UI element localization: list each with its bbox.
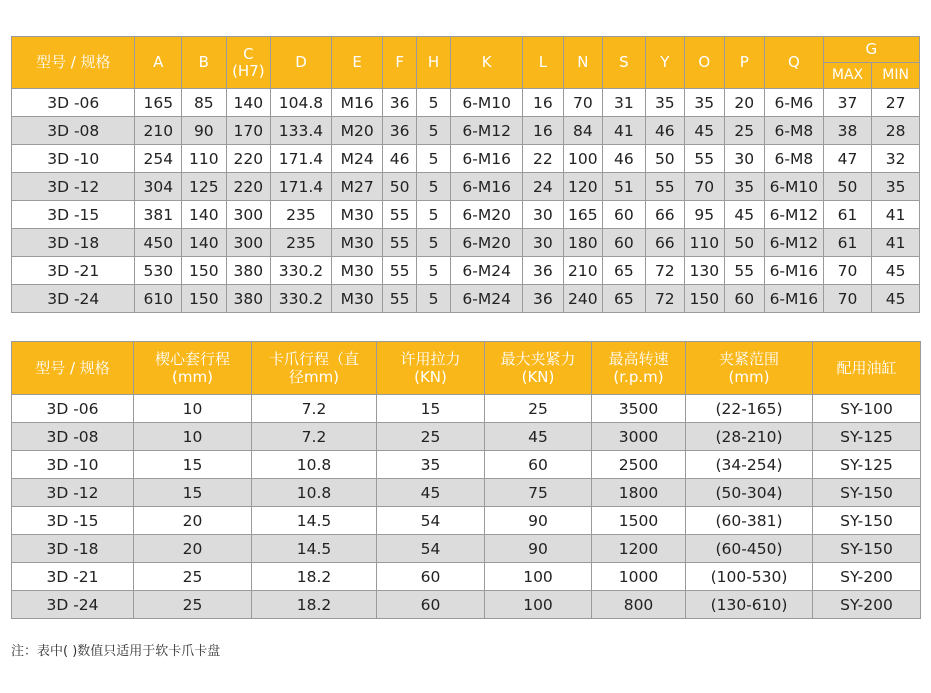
table-cell: M24 xyxy=(331,145,383,173)
header-y: Y xyxy=(645,37,684,89)
header-cell xyxy=(377,342,485,395)
table-cell: 10 xyxy=(134,423,252,451)
table-cell: 3D -12 xyxy=(12,173,135,201)
table-cell: SY-100 xyxy=(813,395,921,423)
table-cell: 27 xyxy=(872,89,920,117)
table-cell: M16 xyxy=(331,89,383,117)
table-cell: 800 xyxy=(592,591,686,619)
performance-header-row xyxy=(12,342,921,395)
table-cell: 3D -08 xyxy=(12,423,134,451)
table-cell: 35 xyxy=(377,451,485,479)
table-cell: 7.2 xyxy=(252,423,377,451)
table-cell: 235 xyxy=(271,229,332,257)
table-cell: 3D -24 xyxy=(12,285,135,313)
table-cell: 18.2 xyxy=(252,591,377,619)
table-cell: 6-M6 xyxy=(765,89,824,117)
header-cell xyxy=(12,342,134,395)
table-cell: 60 xyxy=(724,285,764,313)
table-cell: 41 xyxy=(872,229,920,257)
table-cell: 54 xyxy=(377,507,485,535)
table-cell: 55 xyxy=(383,257,416,285)
table-cell: 16 xyxy=(523,117,563,145)
table-cell: 1200 xyxy=(592,535,686,563)
header-cell xyxy=(134,342,252,395)
table-cell: 35 xyxy=(872,173,920,201)
table-cell: 65 xyxy=(603,285,646,313)
table-cell: 220 xyxy=(226,173,271,201)
header-f: F xyxy=(383,37,416,89)
header-line: 最大夹紧力 xyxy=(500,350,576,368)
table-cell: 5 xyxy=(416,173,450,201)
table-cell: 7.2 xyxy=(252,395,377,423)
table-cell: 70 xyxy=(563,89,602,117)
header-unit: (mm) xyxy=(728,368,770,386)
table-cell: 50 xyxy=(724,229,764,257)
table-cell: 10.8 xyxy=(252,479,377,507)
table-cell: 5 xyxy=(416,285,450,313)
table-cell: 610 xyxy=(135,285,182,313)
table-cell: 6-M12 xyxy=(765,229,824,257)
table-cell: 3000 xyxy=(592,423,686,451)
table-cell: 41 xyxy=(603,117,646,145)
table-cell: 25 xyxy=(377,423,485,451)
header-cell xyxy=(686,342,813,395)
table-row xyxy=(12,507,921,535)
table-cell: 3D -21 xyxy=(12,257,135,285)
table-cell: 300 xyxy=(226,229,271,257)
table-cell: 35 xyxy=(645,89,684,117)
table-cell: 45 xyxy=(377,479,485,507)
header-unit: (KN) xyxy=(414,368,447,386)
table-cell: 25 xyxy=(134,563,252,591)
table-cell: 90 xyxy=(485,507,592,535)
table-cell: 25 xyxy=(134,591,252,619)
table-row xyxy=(12,229,920,257)
table-cell: 5 xyxy=(416,145,450,173)
table-cell: 84 xyxy=(563,117,602,145)
table-cell: 55 xyxy=(685,145,724,173)
table-cell: 10 xyxy=(134,395,252,423)
table-cell: (130-610) xyxy=(686,591,813,619)
table-row xyxy=(12,535,921,563)
table-cell: 220 xyxy=(226,145,271,173)
table-cell: (34-254) xyxy=(686,451,813,479)
table-cell: 330.2 xyxy=(271,257,332,285)
header-c xyxy=(226,37,271,89)
table-cell: 66 xyxy=(645,201,684,229)
table-row xyxy=(12,451,921,479)
table-row xyxy=(12,117,920,145)
table-cell: 45 xyxy=(724,201,764,229)
header-o: O xyxy=(685,37,724,89)
table-cell: 6-M10 xyxy=(765,173,824,201)
table-cell: 380 xyxy=(226,285,271,313)
table-cell: 254 xyxy=(135,145,182,173)
table-cell: 18.2 xyxy=(252,563,377,591)
table-cell: 3D -24 xyxy=(12,591,134,619)
table-cell: 100 xyxy=(563,145,602,173)
table-cell: 171.4 xyxy=(271,173,332,201)
table-cell: 6-M10 xyxy=(451,89,523,117)
header-d: D xyxy=(271,37,332,89)
footnote: 注：表中( )数值只适用于软卡爪卡盘 xyxy=(11,644,221,659)
header-unit: (KN) xyxy=(521,368,555,386)
table-cell: 140 xyxy=(226,89,271,117)
table-cell: 31 xyxy=(603,89,646,117)
table-cell: 150 xyxy=(182,285,227,313)
table-cell: (50-304) xyxy=(686,479,813,507)
header-unit: 径mm) xyxy=(288,368,340,386)
table-cell: 46 xyxy=(645,117,684,145)
table-cell: 171.4 xyxy=(271,145,332,173)
table-cell: 45 xyxy=(872,285,920,313)
table-cell: 50 xyxy=(383,173,416,201)
table-cell: 3500 xyxy=(592,395,686,423)
table-cell: 180 xyxy=(563,229,602,257)
table-cell: 72 xyxy=(645,285,684,313)
table-cell: 85 xyxy=(182,89,227,117)
table-cell: 50 xyxy=(823,173,872,201)
table-cell: 125 xyxy=(182,173,227,201)
table-cell: 35 xyxy=(724,173,764,201)
table-cell: 25 xyxy=(724,117,764,145)
table-cell: 15 xyxy=(134,479,252,507)
table-cell: 55 xyxy=(383,285,416,313)
table-cell: 530 xyxy=(135,257,182,285)
table-cell: M30 xyxy=(331,229,383,257)
table-cell: 380 xyxy=(226,257,271,285)
table-row xyxy=(12,257,920,285)
table-cell: 120 xyxy=(563,173,602,201)
table-cell: 36 xyxy=(383,89,416,117)
header-s: S xyxy=(603,37,646,89)
table-cell: 3D -15 xyxy=(12,507,134,535)
table-cell: 22 xyxy=(523,145,563,173)
table-cell: 70 xyxy=(823,285,872,313)
table-cell: 5 xyxy=(416,257,450,285)
table-cell: 6-M20 xyxy=(451,201,523,229)
table-cell: 3D -10 xyxy=(12,145,135,173)
table-row xyxy=(12,395,921,423)
table-cell: SY-125 xyxy=(813,423,921,451)
table-cell: (28-210) xyxy=(686,423,813,451)
header-line: 配用油缸 xyxy=(836,359,897,377)
table-cell: 54 xyxy=(377,535,485,563)
table-cell: 235 xyxy=(271,201,332,229)
table-row xyxy=(12,285,920,313)
table-cell: 6-M24 xyxy=(451,257,523,285)
table-cell: 150 xyxy=(182,257,227,285)
table-cell: 110 xyxy=(685,229,724,257)
table-cell: 6-M16 xyxy=(451,173,523,201)
header-unit: (r.p.m) xyxy=(613,368,664,386)
table-cell: 30 xyxy=(523,229,563,257)
table-cell: 6-M12 xyxy=(765,201,824,229)
table-row xyxy=(12,563,921,591)
table-cell: 5 xyxy=(416,201,450,229)
table-cell: M30 xyxy=(331,201,383,229)
table-cell: 6-M20 xyxy=(451,229,523,257)
table-cell: 60 xyxy=(603,229,646,257)
table-cell: 45 xyxy=(872,257,920,285)
table-cell: 55 xyxy=(724,257,764,285)
table-cell: 35 xyxy=(685,89,724,117)
table-cell: 450 xyxy=(135,229,182,257)
table-cell: 16 xyxy=(523,89,563,117)
table-cell: 3D -08 xyxy=(12,117,135,145)
table-cell: 55 xyxy=(645,173,684,201)
table-cell: 6-M16 xyxy=(451,145,523,173)
table-cell: 6-M16 xyxy=(765,257,824,285)
table-cell: M20 xyxy=(331,117,383,145)
table-cell: 36 xyxy=(523,257,563,285)
header-line: 型号 / 规格 xyxy=(35,359,110,377)
table-cell: 6-M12 xyxy=(451,117,523,145)
table-cell: 60 xyxy=(485,451,592,479)
header-e: E xyxy=(331,37,383,89)
header-line: 最高转速 xyxy=(608,350,669,368)
table-cell: 140 xyxy=(182,229,227,257)
table-row xyxy=(12,145,920,173)
header-l: L xyxy=(523,37,563,89)
table-cell: SY-125 xyxy=(813,451,921,479)
table-cell: 24 xyxy=(523,173,563,201)
table-cell: 165 xyxy=(135,89,182,117)
header-cell xyxy=(252,342,377,395)
table-cell: 2500 xyxy=(592,451,686,479)
table-cell: 65 xyxy=(603,257,646,285)
table-cell: 3D -12 xyxy=(12,479,134,507)
performance-table xyxy=(11,341,921,619)
table-cell: 90 xyxy=(182,117,227,145)
header-p: P xyxy=(724,37,764,89)
table-cell: SY-150 xyxy=(813,479,921,507)
table-cell: 95 xyxy=(685,201,724,229)
spec-table-body xyxy=(12,89,920,313)
table-cell: 28 xyxy=(872,117,920,145)
header-g: G xyxy=(823,37,919,63)
table-row xyxy=(12,89,920,117)
table-row xyxy=(12,173,920,201)
table-cell: 170 xyxy=(226,117,271,145)
table-cell: 60 xyxy=(377,591,485,619)
header-unit: (mm) xyxy=(172,368,213,386)
table-cell: 3D -18 xyxy=(12,229,135,257)
header-line: 夹紧范围 xyxy=(718,350,779,368)
table-cell: 30 xyxy=(523,201,563,229)
table-cell: M30 xyxy=(331,257,383,285)
table-cell: 20 xyxy=(134,535,252,563)
table-cell: SY-150 xyxy=(813,535,921,563)
header-g-max: MAX xyxy=(823,63,872,89)
table-cell: 15 xyxy=(377,395,485,423)
table-row xyxy=(12,423,921,451)
table-cell: 51 xyxy=(603,173,646,201)
performance-table-body xyxy=(12,395,921,619)
table-cell: 32 xyxy=(872,145,920,173)
table-cell: 6-M8 xyxy=(765,145,824,173)
table-cell: 50 xyxy=(645,145,684,173)
table-cell: 75 xyxy=(485,479,592,507)
header-line: 卡爪行程（直 xyxy=(268,350,359,368)
table-cell: 6-M8 xyxy=(765,117,824,145)
table-cell: 61 xyxy=(823,201,872,229)
header-cell xyxy=(485,342,592,395)
table-cell: 240 xyxy=(563,285,602,313)
table-cell: 30 xyxy=(724,145,764,173)
header-c-label: C xyxy=(243,44,254,63)
table-cell: 60 xyxy=(603,201,646,229)
table-cell: 20 xyxy=(724,89,764,117)
table-cell: (60-450) xyxy=(686,535,813,563)
table-cell: 3D -18 xyxy=(12,535,134,563)
table-cell: 61 xyxy=(823,229,872,257)
table-cell: 381 xyxy=(135,201,182,229)
table-cell: 55 xyxy=(383,201,416,229)
table-cell: 60 xyxy=(377,563,485,591)
table-cell: 72 xyxy=(645,257,684,285)
table-cell: 47 xyxy=(823,145,872,173)
table-cell: (100-530) xyxy=(686,563,813,591)
table-cell: 330.2 xyxy=(271,285,332,313)
table-cell: 140 xyxy=(182,201,227,229)
table-cell: 10.8 xyxy=(252,451,377,479)
header-model: 型号 / 规格 xyxy=(12,37,135,89)
table-cell: 38 xyxy=(823,117,872,145)
header-cell xyxy=(813,342,921,395)
table-cell: 5 xyxy=(416,117,450,145)
table-cell: 20 xyxy=(134,507,252,535)
table-cell: 36 xyxy=(383,117,416,145)
table-cell: 210 xyxy=(563,257,602,285)
table-cell: 133.4 xyxy=(271,117,332,145)
table-cell: 104.8 xyxy=(271,89,332,117)
header-q: Q xyxy=(765,37,824,89)
table-cell: 3D -21 xyxy=(12,563,134,591)
table-cell: 3D -06 xyxy=(12,395,134,423)
table-cell: 46 xyxy=(603,145,646,173)
table-cell: 3D -10 xyxy=(12,451,134,479)
table-cell: 14.5 xyxy=(252,535,377,563)
table-cell: 25 xyxy=(485,395,592,423)
table-cell: 70 xyxy=(823,257,872,285)
table-cell: 3D -06 xyxy=(12,89,135,117)
header-line: 楔心套行程 xyxy=(154,350,230,368)
table-cell: 6-M16 xyxy=(765,285,824,313)
table-cell: 300 xyxy=(226,201,271,229)
table-cell: 165 xyxy=(563,201,602,229)
table-cell: 46 xyxy=(383,145,416,173)
table-cell: 15 xyxy=(134,451,252,479)
header-k: K xyxy=(451,37,523,89)
table-cell: 37 xyxy=(823,89,872,117)
header-g-min: MIN xyxy=(872,63,920,89)
spec-dimension-table xyxy=(11,36,920,313)
table-cell: 5 xyxy=(416,229,450,257)
table-cell: 90 xyxy=(485,535,592,563)
table-cell: 70 xyxy=(685,173,724,201)
header-n: N xyxy=(563,37,602,89)
table-cell: 100 xyxy=(485,591,592,619)
table-row xyxy=(12,201,920,229)
table-cell: M27 xyxy=(331,173,383,201)
table-row xyxy=(12,479,921,507)
table-cell: 14.5 xyxy=(252,507,377,535)
table-cell: 36 xyxy=(523,285,563,313)
table-cell: 110 xyxy=(182,145,227,173)
table-cell: 5 xyxy=(416,89,450,117)
table-cell: 1800 xyxy=(592,479,686,507)
table-cell: 45 xyxy=(685,117,724,145)
table-cell: 130 xyxy=(685,257,724,285)
table-cell: 3D -15 xyxy=(12,201,135,229)
table-cell: 100 xyxy=(485,563,592,591)
table-cell: 6-M24 xyxy=(451,285,523,313)
header-line: 许用拉力 xyxy=(400,350,461,368)
table-cell: 45 xyxy=(485,423,592,451)
header-c-sub: (H7) xyxy=(232,61,265,80)
header-b: B xyxy=(182,37,227,89)
table-cell: 55 xyxy=(383,229,416,257)
table-cell: (60-381) xyxy=(686,507,813,535)
header-a: A xyxy=(135,37,182,89)
table-cell: 41 xyxy=(872,201,920,229)
header-h: H xyxy=(416,37,450,89)
table-cell: SY-150 xyxy=(813,507,921,535)
table-cell: 210 xyxy=(135,117,182,145)
table-cell: 1500 xyxy=(592,507,686,535)
header-cell xyxy=(592,342,686,395)
table-cell: M30 xyxy=(331,285,383,313)
table-row xyxy=(12,591,921,619)
table-cell: 66 xyxy=(645,229,684,257)
table-cell: SY-200 xyxy=(813,563,921,591)
table-cell: (22-165) xyxy=(686,395,813,423)
table-cell: SY-200 xyxy=(813,591,921,619)
table-cell: 150 xyxy=(685,285,724,313)
table-cell: 304 xyxy=(135,173,182,201)
table-cell: 1000 xyxy=(592,563,686,591)
